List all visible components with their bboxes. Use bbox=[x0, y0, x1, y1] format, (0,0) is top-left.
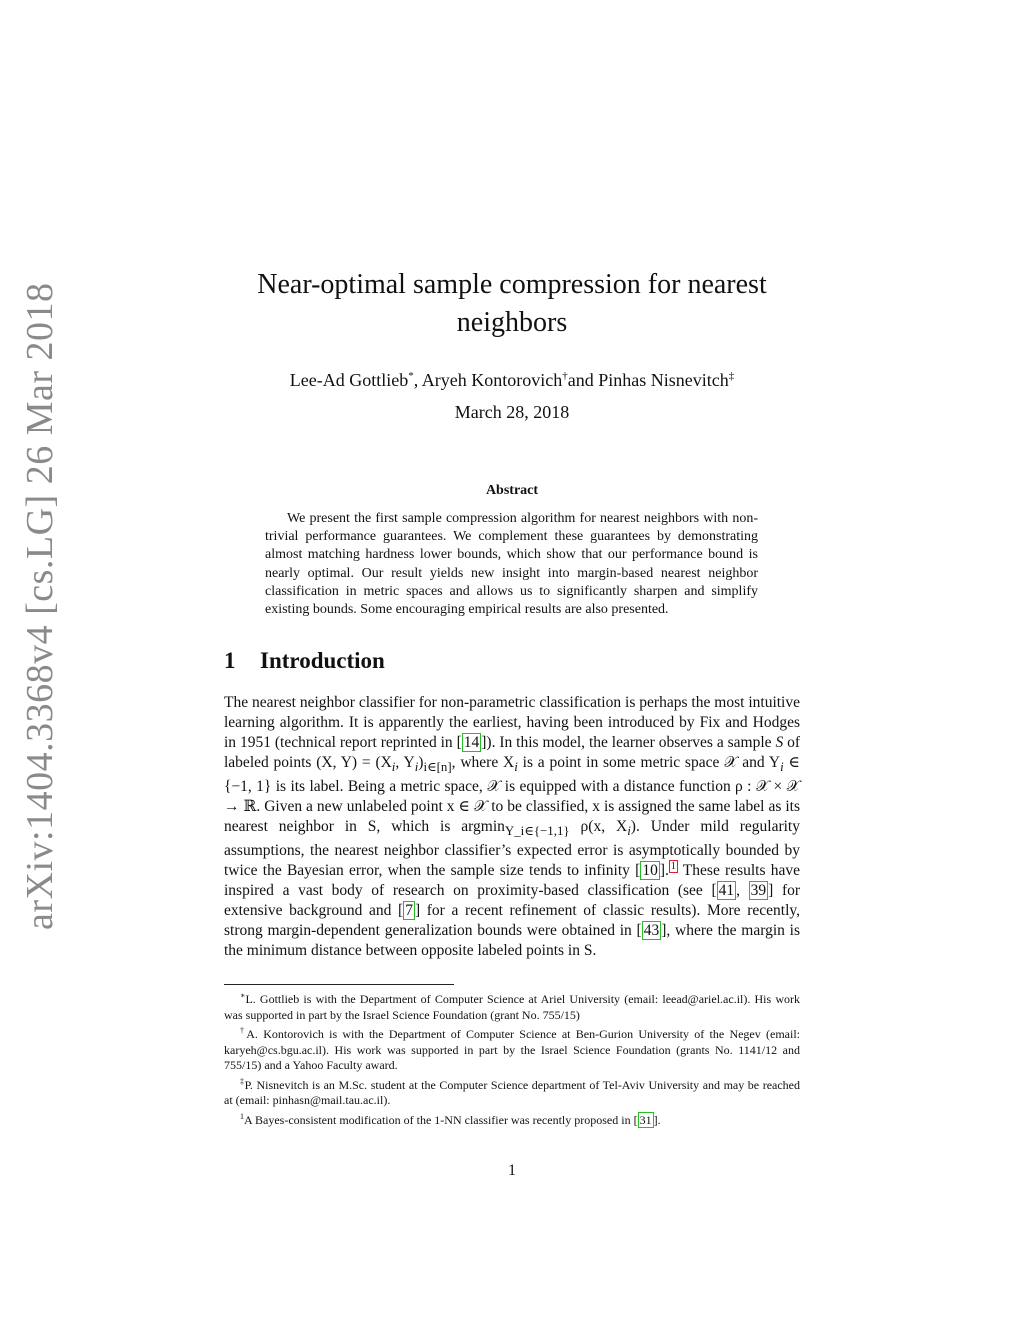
text-run: ∈ {−1, 1} is its label. Being a metric space, 𝒳 is equipped with a distance function ρ : 𝒳 × 𝒳 → ℝ. Given a new unlabeled point x ∈ 𝒳 to be classified, x is assigned the same label as its nearest neighbor in S, which is argmin bbox=[224, 754, 800, 836]
footnote-link[interactable]: 1 bbox=[670, 861, 676, 873]
text-run: The nearest neighbor classifier for non-parametric classification is perhaps the most intuitive learning algorithm. It is apparently the earliest, having been introduced by Fix and Hodges in 1951 (technical report reprinted in bbox=[224, 694, 800, 751]
footnote-text: A Bayes-consistent modification of the 1-NN classifier was recently proposed in bbox=[244, 1112, 634, 1127]
author-line: Lee-Ad Gottlieb*, Aryeh Kontorovich†and Pinhas Nisnevitch‡ bbox=[289, 370, 735, 390]
section-heading bbox=[224, 648, 385, 674]
citation-link[interactable]: 7 bbox=[405, 902, 413, 920]
text-run: , where the margin is the minimum distance between opposite labeled points in S. bbox=[224, 922, 801, 960]
citation-link[interactable]: 39 bbox=[750, 882, 767, 900]
author-and: and bbox=[567, 370, 594, 390]
text-run: ρ(x, X bbox=[569, 818, 628, 836]
footnote-mark: ‡ bbox=[240, 1076, 245, 1086]
author-mark: † bbox=[562, 370, 568, 382]
footnote bbox=[224, 1023, 800, 1074]
text-run: ) bbox=[418, 754, 424, 771]
author-mark: * bbox=[408, 370, 414, 382]
footnote bbox=[224, 1074, 800, 1109]
footnote-mark: † bbox=[240, 1026, 247, 1035]
citation-link[interactable]: 14 bbox=[463, 734, 480, 751]
footnote: $^1$A Bayes-consistent modification of the 1-NN classifier was recently proposed in [ 31 ]. bbox=[240, 1111, 661, 1127]
text-run: for a recent refinement of classic results). More recently, strong margin-dependent generalization bounds were obtained in bbox=[224, 902, 800, 940]
paper-title: Near-optimal sample compression for nearest neighbors bbox=[257, 269, 767, 338]
section-title: Introduction bbox=[260, 648, 385, 673]
abstract-text: We present the first sample compression algorithm for nearest neighbors with non-trivial performance guarantees. We complement these guarantees by demonstrating almost matching hardness lower bounds, which show that our performance bound is nearly optimal. Our result yields new insight into margin-based nearest neighbor classification in metric spaces and allows us to significantly sharpen and simplify existing bounds. Some encouraging empirical results are also presented. bbox=[265, 511, 758, 618]
section-number: 1 bbox=[224, 648, 236, 673]
arxiv-stamp: arXiv:1404.3368v4 [cs.LG] 26 Mar 2018 bbox=[19, 282, 61, 930]
footnote-text: P. Nisnevitch is an M.Sc. student at the Computer Science department of Tel-Aviv University and may be reached at (email: pinhasn@mail.tau.ac.il). bbox=[224, 1077, 800, 1107]
page-number: 1 bbox=[508, 1162, 516, 1179]
text-run: , where X bbox=[451, 754, 515, 771]
citation-link[interactable]: 43 bbox=[643, 922, 660, 940]
citation-link[interactable]: 41 bbox=[718, 882, 735, 900]
footnote bbox=[224, 988, 800, 1023]
author-mark: ‡ bbox=[728, 370, 735, 382]
abstract-heading: Abstract bbox=[485, 483, 539, 498]
footnote-mark: ∗ bbox=[240, 991, 246, 1000]
text-run: These results have inspired a vast body of research on proximity-based classification (see bbox=[224, 862, 801, 900]
footnote-text: L. Gottlieb is with the Department of Computer Science at Ariel University (email: leead@ariel.ac.il). His work was supported in part by the Israel Science Foundation (grant No. 755/15) bbox=[224, 992, 800, 1022]
subscript: i∈[n] bbox=[423, 759, 452, 775]
footnotes bbox=[224, 988, 800, 1128]
text-run: ). In this model, the learner observes a sample bbox=[486, 734, 776, 751]
text-run: , Y bbox=[395, 754, 415, 771]
author-gottlieb: Lee-Ad Gottlieb bbox=[289, 370, 409, 390]
footnote-text: A. Kontorovich is with the Department of Computer Science at Ben-Gurion University of the Negev (email: karyeh@cs.bgu.ac.il). His work was supported in part by the Israel Science Foundation (grants No. 1141/12 and 755/15) and a Yahoo Faculty award. bbox=[224, 1027, 800, 1072]
text-run: is a point in some metric space 𝒳 and Y bbox=[517, 754, 781, 771]
footnote-mark: 1 bbox=[240, 1111, 244, 1121]
intro-paragraph: The nearest neighbor classifier for non-parametric classification is perhaps the most intuitive learning algorithm. It is apparently the earliest, having been introduced by Fix and Hodges in 1951 (technical report reprinted in [ 14 ]). In this model, the learner observes a sample S of labeled points (X, $Y) = (X_i$, $Y_i)_{i\in[n]}$, where $X_i$ is a point in some metric space 𝒳 and $Y_i$ ∈ {−1, 1} is its label. Being a metric space, 𝒳 is equipped with a distance function ρ : 𝒳 × 𝒳 → ℝ. Given a new unlabeled point x ∈ 𝒳 to be classified, x is assigned the same label as its nearest neighbor in S, which is argmin$_{Y\_i\in\{-1,1\}}$ ρ(x, $X_i$). Under mild regularity assumptions, the nearest neighbor classifier’s expected error is asymptotically bounded by twice the Bayesian error, when the sample size tends to infinity [ 10 ]. $^1$ These results have inspired a vast body of research on proximity-based classification (see [ 41 , 39 ] for extensive background and [ 7 ] for a recent refinement of classic results). More recently, strong margin-dependent generalization bounds were obtained in [ 43 ], where the margin is the minimum distance between opposite labeled points in S. bbox=[224, 694, 801, 960]
author-nisnevitch: Pinhas Nisnevitch bbox=[598, 370, 729, 390]
paper-date: March 28, 2018 bbox=[454, 402, 570, 422]
text-run: ). Under mild regularity assumptions, the nearest neighbor classifier’s expected error is asymptotically bounded by twice the Bayesian error, when the sample size tends to infinity bbox=[224, 818, 800, 880]
subscript: Y_i∈{−1,1} bbox=[504, 823, 570, 839]
author-kontorovich: Aryeh Kontorovich bbox=[421, 370, 563, 390]
footnote-text: . bbox=[657, 1112, 661, 1127]
text-run: of labeled points (X, Y) = (X bbox=[224, 734, 800, 771]
footnote-rule bbox=[224, 984, 454, 985]
citation-link[interactable]: 31 bbox=[639, 1112, 652, 1127]
text-run: for extensive background and bbox=[224, 882, 801, 920]
citation-link[interactable]: 10 bbox=[642, 862, 658, 880]
